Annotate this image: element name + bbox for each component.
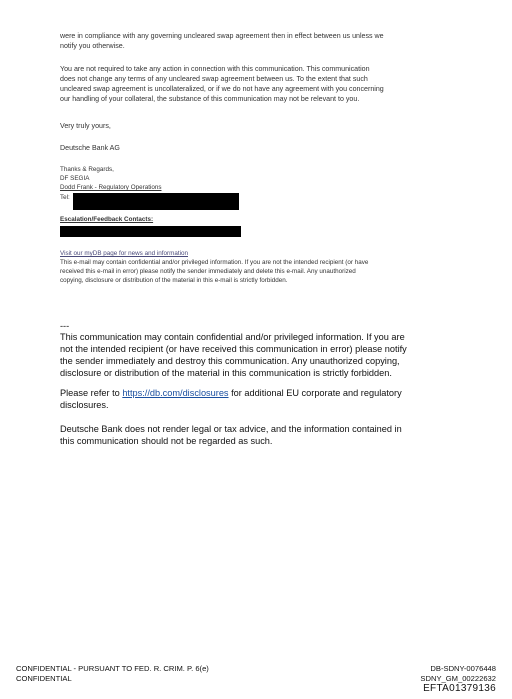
text-line: This e-mail may contain confidential and/or privileged information. If you are not the intended recipient (or have — [60, 259, 369, 266]
text-line: This communication may contain confidential and/or privileged information. If you are — [60, 332, 405, 342]
disclaimer-paragraph-2 — [60, 387, 480, 411]
email-confidentiality-notice — [60, 258, 480, 286]
signature-team: DF SEGIA — [60, 175, 90, 183]
text-line: received this e-mail in error) please notify the sender immediately and delete this e-mail. Any unauthorized — [60, 268, 356, 276]
text-line: disclosures. — [60, 400, 109, 410]
email-paragraph-1 — [60, 31, 480, 51]
mydb-link[interactable]: Visit our myDB page for news and information — [60, 250, 188, 257]
signature-thanks: Thanks & Regards, — [60, 166, 114, 173]
text-line — [60, 387, 480, 399]
signer-name: Deutsche Bank AG — [60, 144, 120, 152]
closing-line: Very truly yours, — [60, 122, 111, 130]
text-segment: for additional EU corporate and regulatory — [228, 388, 402, 398]
text-line: our handling of your collateral, the substance of this communication may not be relevant to you. — [60, 95, 360, 103]
escalation-contacts-label: Escalation/Feedback Contacts: — [60, 216, 154, 223]
text-line: You are not required to take any action in connection with this communication. This communication — [60, 65, 370, 73]
footer-confidential: CONFIDENTIAL — [16, 673, 72, 683]
footer-right — [420, 664, 496, 694]
disclaimer-separator: --- — [60, 321, 70, 331]
bates-number-db: DB-SDNY-0076448 — [430, 664, 496, 673]
text-line: does not change any terms of any uncleared swap agreement between us. To the extent that such — [60, 75, 368, 83]
email-paragraph-2 — [60, 64, 480, 104]
bates-number-sdny: SDNY_GM_00222632 — [420, 673, 496, 683]
bates-number-efta: EFTA01379136 — [423, 683, 496, 694]
disclaimer-paragraph-3 — [60, 423, 480, 447]
text-line: notify you otherwise. — [60, 42, 125, 50]
text-line: the sender immediately and destroy this communication. Any unauthorized copying, — [60, 356, 400, 366]
signature-tel-label: Tel: — [60, 193, 70, 201]
redaction-escalation — [60, 226, 241, 237]
text-line: disclosure or distribution of the material in this communication is strictly forbidden. — [60, 368, 392, 378]
text-line: were in compliance with any governing uncleared swap agreement then in effect between us unless we — [60, 32, 384, 40]
footer-grand-jury-notice: CONFIDENTIAL - PURSUANT TO FED. R. CRIM. P. 6(e) — [16, 664, 209, 673]
text-line: not the intended recipient (or have received this communication in error) please notify — [60, 344, 407, 354]
disclaimer-paragraph-1 — [60, 331, 480, 379]
signature-department: Dodd Frank - Regulatory Operations — [60, 184, 162, 192]
text-line: Deutsche Bank does not render legal or tax advice, and the information contained in — [60, 424, 402, 434]
text-segment: Please refer to — [60, 388, 123, 398]
text-line: uncleared swap agreement is uncollateralized, or if we do not have any agreement with you concerning — [60, 85, 384, 93]
text-line: copying, disclosure or distribution of the material in this e-mail is strictly forbidden. — [60, 277, 288, 285]
text-line: this communication should not be regarded as such. — [60, 436, 273, 446]
footer-left — [16, 664, 209, 683]
disclosures-link[interactable]: https://db.com/disclosures — [122, 388, 229, 398]
redaction-tel — [73, 193, 239, 210]
